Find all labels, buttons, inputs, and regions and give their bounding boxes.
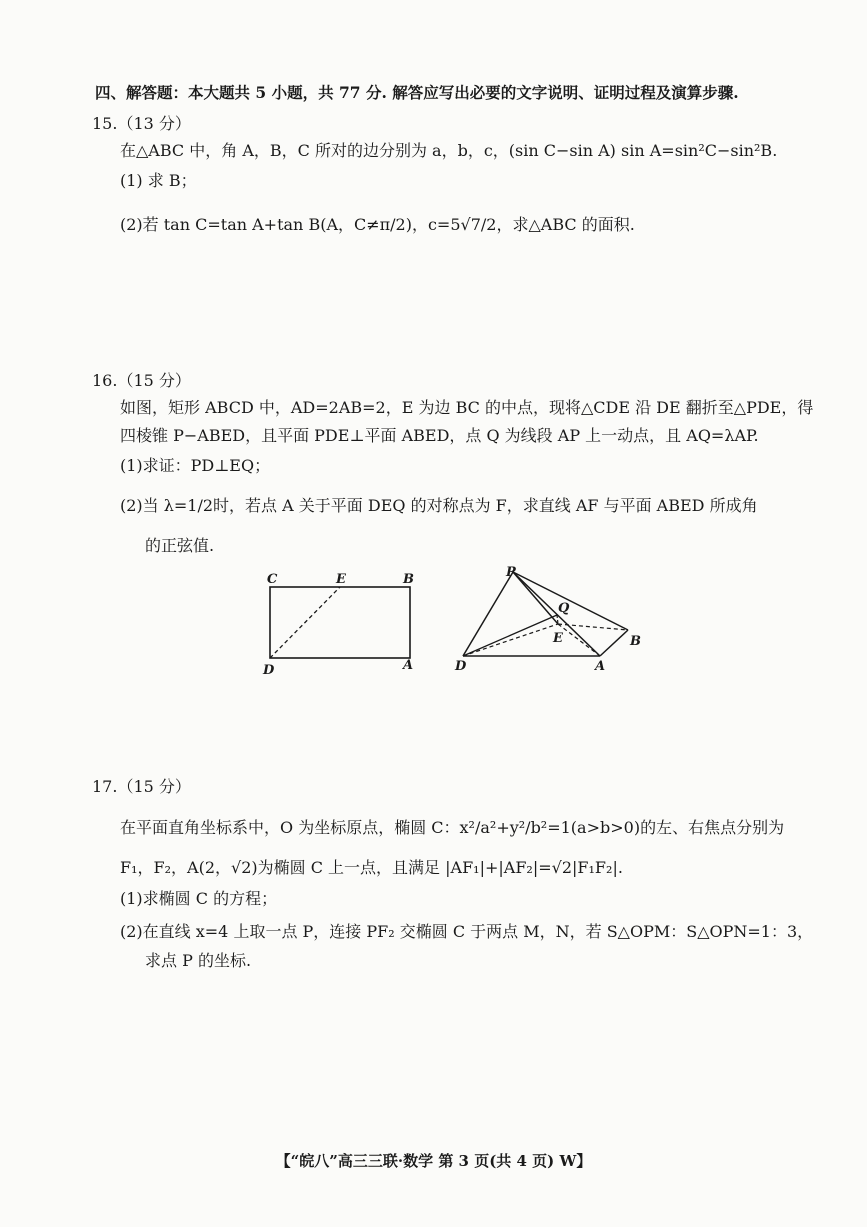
q17-part2-line1: (2)在直线 x=4 上取一点 P，连接 PF₂ 交椭圆 C 于两点 M，N，若 S△OPM：S△OPN=1：3， xyxy=(120,922,814,941)
pyramid-figure xyxy=(450,560,650,680)
section-header: 四、解答题：本大题共 5 小题，共 77 分. 解答应写出必要的文字说明、证明过程及演算步骤. xyxy=(95,83,739,102)
q16-part2-line2: 的正弦值. xyxy=(145,536,215,555)
label-q: Q xyxy=(558,601,570,616)
q16-stem-line1: 如图，矩形 ABCD 中，AD=2AB=2，E 为边 BC 的中点，现将△CDE 沿 DE 翻折至△PDE，得 xyxy=(120,398,814,417)
label-c: C xyxy=(267,572,278,587)
q17-part1: (1)求椭圆 C 的方程； xyxy=(120,889,278,908)
q16-part1: (1)求证：PD⊥EQ； xyxy=(120,456,271,475)
q15-stem: 在△ABC 中，角 A，B，C 所对的边分别为 a，b，c，(sin C−sin A) sin A=sin²C−sin²B. xyxy=(120,141,778,160)
q16-number: 16.（15 分） xyxy=(92,371,191,390)
label-p: P xyxy=(506,565,516,580)
q15-part1: (1) 求 B； xyxy=(120,171,197,190)
q17-stem-line1: 在平面直角坐标系中，O 为坐标原点，椭圆 C：x²/a²+y²/b²=1(a>b>0)的左、右焦点分别为 xyxy=(120,818,785,837)
label-b: B xyxy=(403,572,414,587)
q15-number: 15.（13 分） xyxy=(92,114,191,133)
label-e: E xyxy=(336,572,346,587)
q16-part2-line1: (2)当 λ=1/2时，若点 A 关于平面 DEQ 的对称点为 F，求直线 AF 与平面 ABED 所成角 xyxy=(120,496,758,515)
label-d2: D xyxy=(455,659,467,674)
rectangle-figure xyxy=(255,565,425,680)
q17-stem-line2: F₁，F₂，A(2，√2)为椭圆 C 上一点，且满足 |AF₁|+|AF₂|=√2|F₁F₂|. xyxy=(120,858,623,877)
label-a2: A xyxy=(595,659,606,674)
label-e2: E xyxy=(553,631,563,646)
dashed-de xyxy=(270,587,340,658)
page-footer: 【“皖八”高三三联·数学 第 3 页(共 4 页) W】 xyxy=(275,1152,592,1170)
q17-number: 17.（15 分） xyxy=(92,777,191,796)
label-a: A xyxy=(403,658,414,673)
q15-part2: (2)若 tan C=tan A+tan B(A，C≠π/2)，c=5√7/2，求△ABC 的面积. xyxy=(120,215,635,234)
label-b2: B xyxy=(630,634,641,649)
q16-stem-line2: 四棱锥 P−ABED，且平面 PDE⊥平面 ABED，点 Q 为线段 AP 上一动点，且 AQ=λAP. xyxy=(120,426,759,445)
rectangle-abcd xyxy=(270,587,410,658)
label-d: D xyxy=(263,663,275,678)
q17-part2-line2: 求点 P 的坐标. xyxy=(145,951,252,970)
